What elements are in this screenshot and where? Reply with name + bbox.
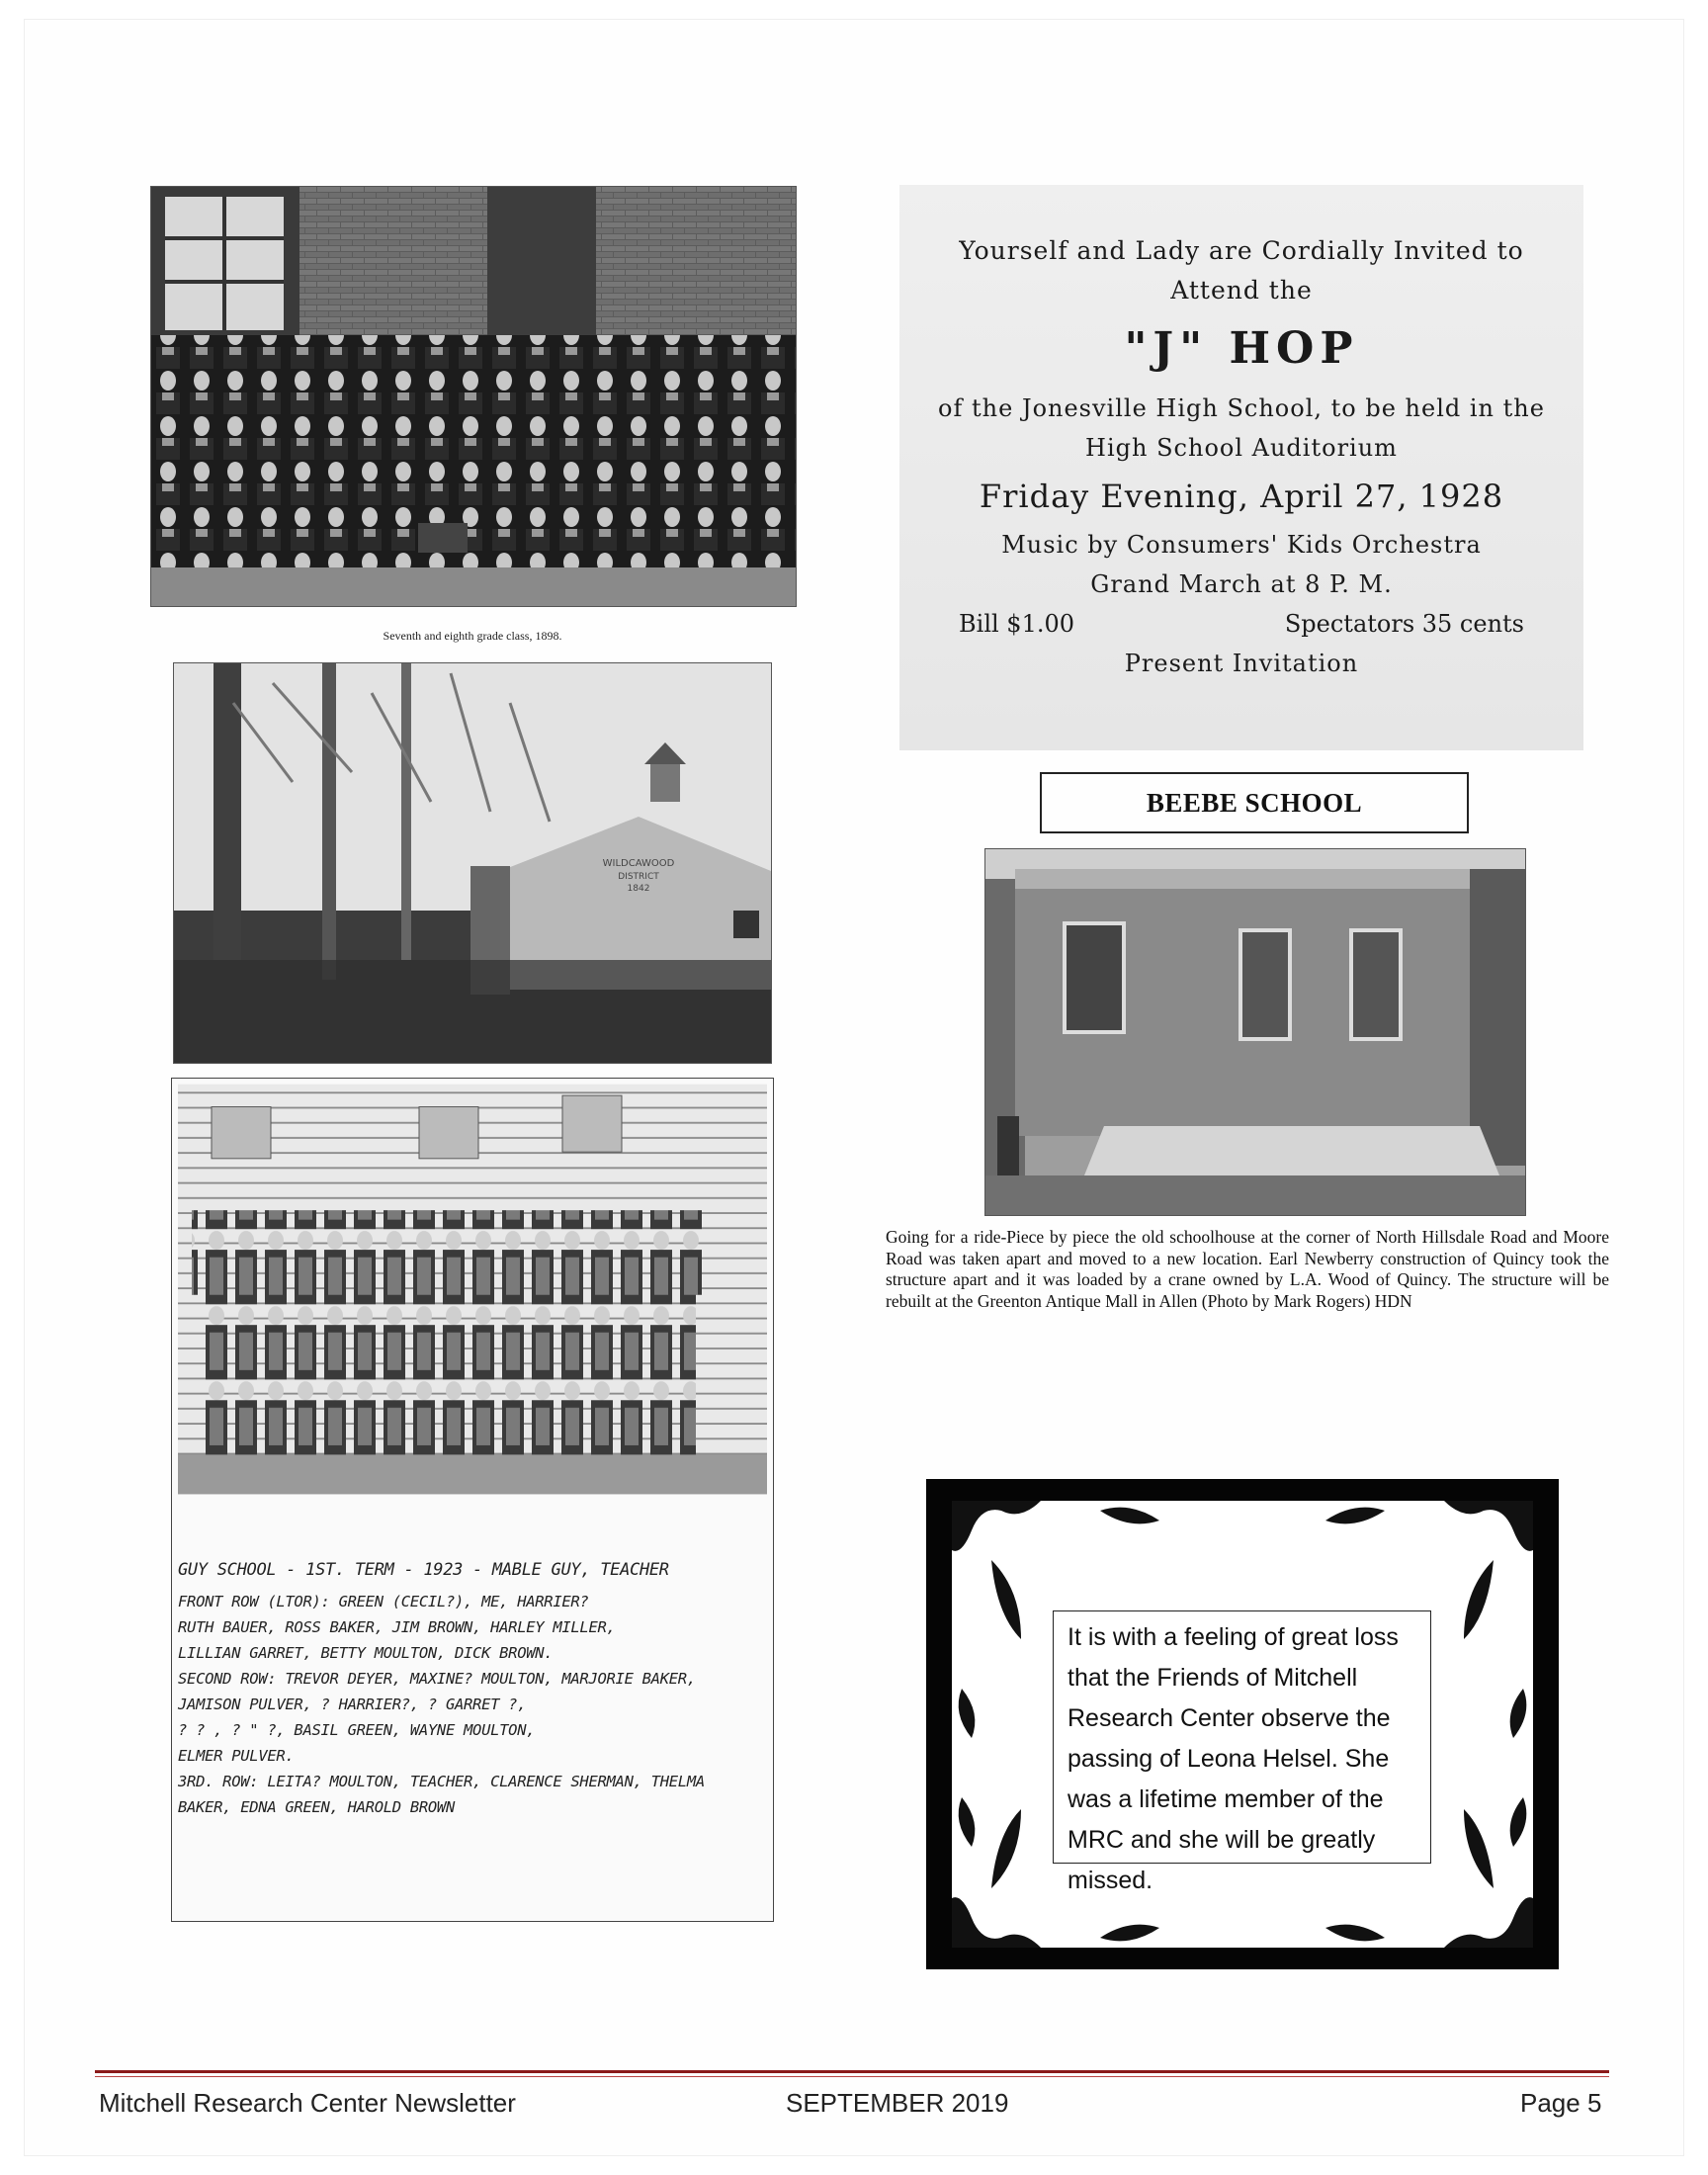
memorial-text: It is with a feeling of great loss that the Friends of Mitchell Research Center observe the passing of Leona Helsel. She was a lifetime member of the MRC and she will be greatly missed. — [1068, 1623, 1399, 1894]
handwritten-line: ? ? , ? " ?, BASIL GREEN, WAYNE MOULTON, — [178, 1721, 536, 1739]
beebe-school-title: BEEBE SCHOOL — [1040, 772, 1469, 833]
invite-bill: Bill $1.00 — [959, 610, 1074, 638]
memorial-text-box — [1053, 1610, 1431, 1894]
footer-date: SEPTEMBER 2019 — [786, 2088, 1009, 2118]
beebe-school-caption: Going for a ride-Piece by piece the old schoolhouse at the corner of North Hillsdale Road and Moore Road was taken apart and moved to a new location. Earl Newberry construction of Quincy took the structure apart and it was loaded by a crane owned by L.A. Wood of Quincy. The structure will be rebuilt at the Greenton Antique Mall in Allen (Photo by Mark Rogers) HDN — [886, 1227, 1609, 1311]
footer-rule-thin — [95, 2076, 1609, 2077]
invite-grand-march: Grand March at 8 P. M. — [1090, 570, 1393, 598]
handwritten-line: GUY SCHOOL - 1ST. TERM - 1923 - MABLE GUY, TEACHER — [178, 1560, 669, 1580]
footer-newsletter-name: Mitchell Research Center Newsletter — [99, 2088, 516, 2118]
invite-present: Present Invitation — [1124, 650, 1359, 677]
footer-rule — [95, 2070, 1609, 2073]
handwritten-line: FRONT ROW (LTOR): GREEN (CECIL?), ME, HARRIER? — [178, 1593, 589, 1610]
memorial-frame — [952, 1501, 1533, 1948]
j-hop-invitation — [899, 185, 1583, 750]
handwritten-line: SECOND ROW: TREVOR DEYER, MAXINE? MOULTON, MARJORIE BAKER, — [178, 1670, 696, 1688]
invite-date: Friday Evening, April 27, 1928 — [979, 478, 1504, 515]
svg-text:1842: 1842 — [627, 884, 650, 894]
handwritten-line: BAKER, EDNA GREEN, HAROLD BROWN — [178, 1798, 455, 1816]
schoolhouse-woods-photo — [173, 662, 772, 1064]
invite-hop-title: "J" HOP — [1124, 323, 1359, 374]
memorial-notice — [926, 1479, 1559, 1969]
guy-school-names — [178, 1557, 776, 1820]
handwritten-line: 3RD. ROW: LEITA? MOULTON, TEACHER, CLARENCE SHERMAN, THELMA — [178, 1773, 705, 1790]
beebe-school-photo — [984, 848, 1526, 1216]
class-1898-caption: Seventh and eighth grade class, 1898. — [383, 629, 562, 643]
invite-line-2: Attend the — [1170, 276, 1313, 304]
invite-line-4: of the Jonesville High School, to be held in the — [938, 394, 1545, 422]
svg-text:WILDCAWOOD: WILDCAWOOD — [602, 858, 675, 869]
class-1898-photo — [150, 186, 797, 607]
invite-line-5: High School Auditorium — [1085, 434, 1398, 462]
footer-page-number: Page 5 — [1520, 2088, 1602, 2118]
handwritten-line: ELMER PULVER. — [178, 1747, 295, 1765]
invite-line-1: Yourself and Lady are Cordially Invited to — [959, 236, 1524, 265]
handwritten-line: LILLIAN GARRET, BETTY MOULTON, DICK BROWN. — [178, 1644, 554, 1662]
handwritten-line: JAMISON PULVER, ? HARRIER?, ? GARRET ?, — [178, 1696, 527, 1713]
handwritten-line: RUTH BAUER, ROSS BAKER, JIM BROWN, HARLEY MILLER, — [178, 1618, 616, 1636]
invite-music: Music by Consumers' Kids Orchestra — [1001, 531, 1482, 559]
svg-text:DISTRICT: DISTRICT — [618, 872, 659, 882]
invite-spectators: Spectators 35 cents — [1284, 610, 1524, 638]
